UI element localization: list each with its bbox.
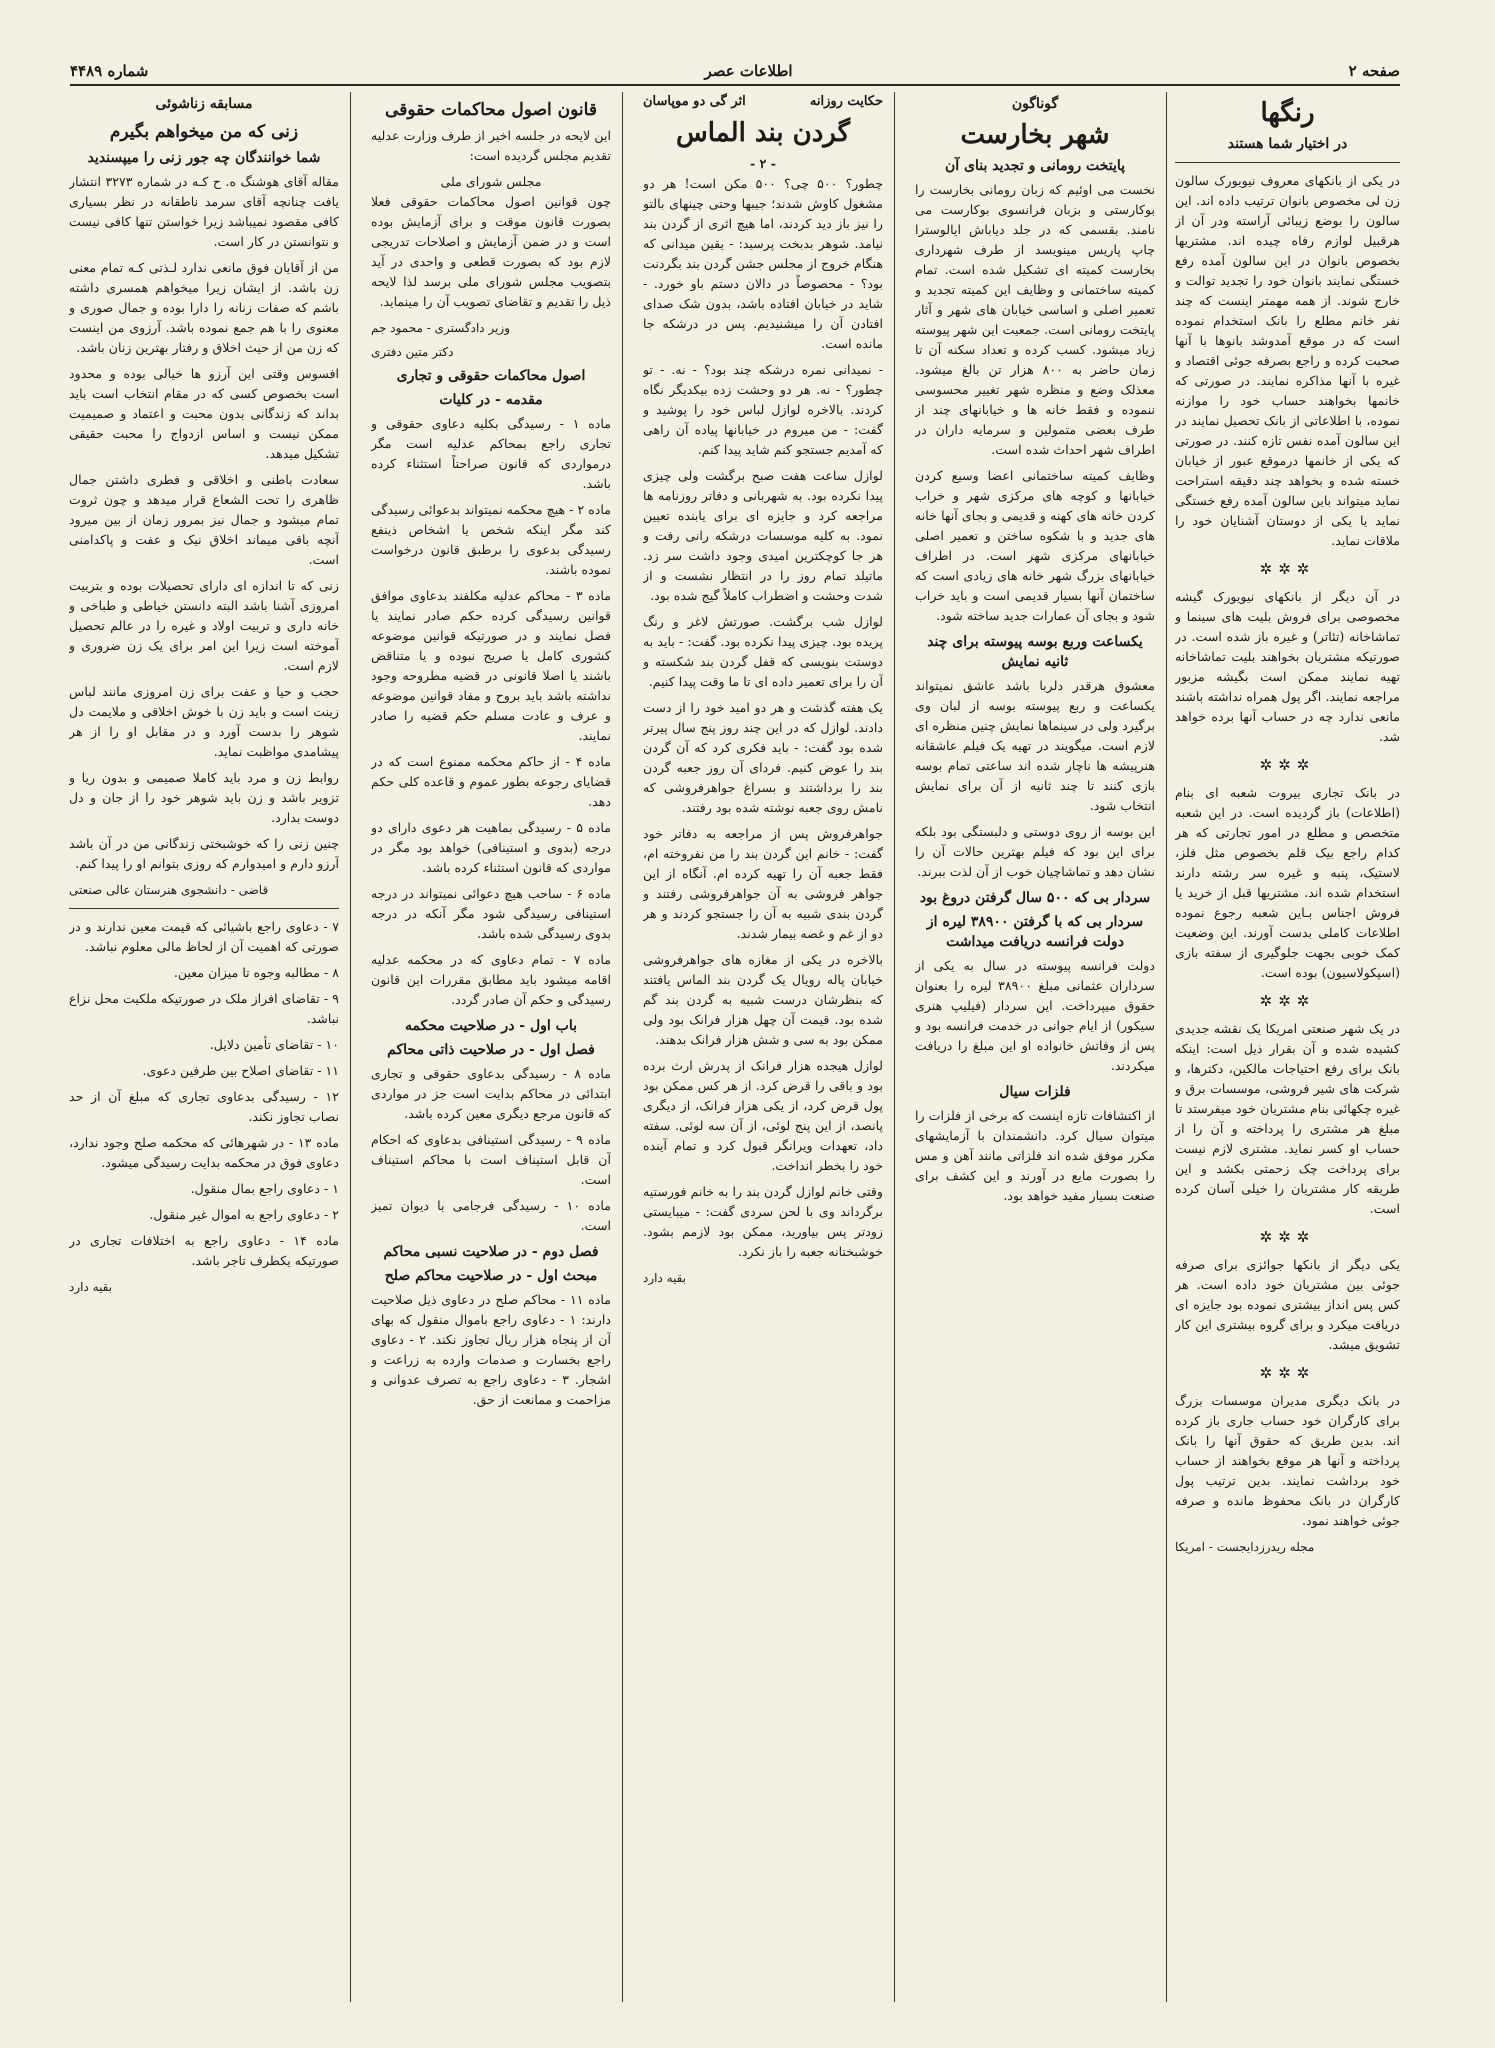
paragraph: چون قوانین اصول محاکمات حقوقی فعلا بصورت قانون موقت و برای آزمایش بوده است و در ضمن آزمایش و اصلاحات تدریجی لازم بود که بصورت قطعی و واحدی در آید بتصویب مجلس شورای ملی برسد لذا لایحه ذیل را تقدیم و تقاضای تصویب آن را مینماید. xyxy=(371,194,611,309)
article-clause: ۹ - تقاضای افراز ملک در صورتیکه ملکیت محل نزاع نباشد. xyxy=(69,991,339,1026)
column-necklace xyxy=(643,92,883,2002)
part-number: - ۲ - xyxy=(749,156,776,171)
paragraph: لوازل هیجده هزار فرانک از پدرش ارث برده بود و باقی را قرض کرد. از هر کس ممکن بود پول قرض کرد، از یکی هزار فرانک، از دیگری پانصد، از این پنج لوئی، از آن سه لوئی. سفته داد، تعهدات ویرانگر قبول کرد و تمام آینده خود را بخطر انداخت. xyxy=(643,1058,883,1173)
column-bucharest xyxy=(915,92,1155,2002)
article-clause: ۷ - دعاوی راجع باشیائی که قیمت معین ندارند و در صورتی که اهمیت آن از لحاظ مالی معلوم نباشد. xyxy=(69,919,339,954)
article-clause: ماده ۷ - تمام دعاوی که در محکمه عدلیه اقامه میشود باید مطابق مقررات این قانون رسیدگی و حکم آن صادر گردد. xyxy=(371,952,611,1007)
paragraph: چطور؟ ۵۰۰ چی؟ ۵۰۰ مکن است! هر دو مشغول کاوش شدند؛ جیبها وحتی چینهای بالتو را نیز باز دید کردند، اما هیچ اثری از گردن بند نیامد. شوهر بدبخت پرسید: - یقین میدانی که هنگام خروج از مجلس جشن گردن بند بگردنت بود؟ - محصوصاً در دالان دستم باو خورد. - شاید در خیابان افتاده باشد، بدون شک صدای افتادن آن را میشنیدیم. پس در درشکه جا مانده است. xyxy=(643,176,883,351)
paragraph: من از آقایان فوق مانعی ندارد لـذتی کـه تمام معنی زن باشد. از ایشان زیرا میخواهم همسری داشته باشم که صفات زنانه را دارا بوده و جمال صوری و معنوی را با هم جمع نموده باشد. آرزوی من اینست که زن من از حیث اخلاق و رفتار بهترین زنان باشد. xyxy=(69,260,339,355)
column-rule xyxy=(1166,92,1167,2002)
paragraph: بالاخره در یکی از مغازه های جواهرفروشی خیابان پاله رویال یک گردن بند الماس یافتند که بنظرشان درست شبیه به گردن بند گم شده بود. قیمت آن چهل هزار فرانک بود ولی ممکن بود به سی و شش هزار فرانک بدهند. xyxy=(643,952,883,1047)
section-heading: فلزات سیال xyxy=(999,1084,1071,1100)
paragraph: از اکتشافات تازه اینست که برخی از فلزات را میتوان سیال کرد. دانشمندان با آزمایشهای مکرر موفق شده اند فلزاتی مانند آهن و مس را بصورت مایع در آورند و این کشف برای صنعت بسیار مفید خواهد بود. xyxy=(915,1108,1155,1203)
paragraph: در بانک دیگری مدیران موسسات بزرگ برای کارگران خود حساب جاری باز کرده اند. بدین طریق که حقوق آنها را بانک پرداخته و آنها هر موقع بخواهند از حساب خود برداشت نمایند. بدین ترتیب پول کارگران در بانک محفوظ مانده و صرفه جوئی خواهند نمود. xyxy=(1175,1393,1400,1528)
article-title: زنی که من میخواهم بگیرم xyxy=(109,122,299,142)
article-clause: ۱۱ - تقاضای اصلاح بین طرفین دعوی. xyxy=(142,1063,339,1078)
paragraph: وقتی خانم لوازل گردن بند را به خانم فورستیه برگرداند وی با لحن سردی گفت: - میبایستی زودتر پس بیاورید، ممکن بود لازمم بشود. خوشبختانه جعبه را باز نکرد. xyxy=(643,1184,883,1259)
paragraph: سعادت باطنی و اخلاقی و فطری داشتن جمال ظاهری را تحت الشعاع قرار میدهد و چون ثروت تمام میشود و جمال نیز بمرور زمان از بین میرود آنچه باقی میماند اخلاق نیک و عفت و پاکدامنی است. xyxy=(69,472,339,567)
separator-ornament: ✲✲✲ xyxy=(1259,756,1316,774)
column-rule xyxy=(622,92,623,2002)
article-clause: ۱ - دعاوی راجع بمال منقول. xyxy=(190,1181,339,1196)
paragraph: معشوق هرقدر دلربا باشد عاشق نمیتواند یکساعت و ربع پیوسته بوسه از لبان وی برگیرد ولی در سینماها نمایش چنین منظره ای لازم است. میگویند در تهیه یک فیلم عاشقانه هنرپیشه ها ناچار شده اند ساعتی تمام بوسه بازی کنند تا چند ثانیه از آن برای نمایش انتخاب شود. xyxy=(915,678,1155,813)
section-heading: مبحث اول - در صلاحیت محاکم صلح xyxy=(384,1268,598,1284)
article-clause: ماده ۱۳ - در شهرهائی که محکمه صلح وجود ندارد، دعاوی فوق در محکمه بدایت رسیدگی میشود. xyxy=(69,1135,339,1170)
paragraph: این بوسه از روی دوستی و دلبستگی بود بلکه برای این بود که فیلم بهترین حالات آن را نشان دهد و تماشاچیان خوب از آن لذت ببرند. xyxy=(915,824,1155,879)
article-clause: ۱۰ - تقاضای تأمین دلایل. xyxy=(209,1037,339,1052)
section-heading: باب اول - در صلاحیت محکمه xyxy=(404,1018,578,1034)
page-number: صفحه ۲ xyxy=(1348,62,1400,80)
box-subheading: سردار بی که با گرفتن ۳۸۹۰۰ لیره از دولت فرانسه دریافت میداشت xyxy=(926,914,1144,950)
signature: قاضی - دانشجوی هنرستان عالی صنعتی xyxy=(69,883,269,897)
article-subtitle: در اختیار شما هستند xyxy=(1227,136,1348,152)
section-heading: اصول محاکمات حقوقی و تجاری xyxy=(396,368,586,384)
paragraph: یکی دیگر از بانکها جوائزی برای صرفه جوئی بین مشتریان خود داده است. هر کس پس انداز بیشتری نموده بود جایزه ای دریافت میکرد و برای گروه بیشتری این کار تشویق میشد. xyxy=(1175,1257,1400,1352)
masthead xyxy=(70,58,1400,86)
article-title: رنگها xyxy=(1260,98,1315,128)
column-marriage xyxy=(69,92,339,2002)
column-law xyxy=(371,92,611,2002)
paragraph: حجب و حیا و عفت برای زن امروزی مانند لباس زینت است و باید زن با خوش اخلاقی و ملایمت دل شوهر را بدست آورد و در مقابل او را از هر پیشامدی مواظبت نماید. xyxy=(69,684,339,759)
source-credit: مجله ریدرزدایجست - امریکا xyxy=(1175,1540,1315,1554)
paragraph: این لایحه در جلسه اخیر از طرف وزارت عدلیه تقدیم مجلس گردیده است: xyxy=(371,128,611,163)
paragraph: لوازل شب برگشت. صورتش لاغر و رنگ پریده بود. چیزی پیدا نکرده بود. گفت: - باید به دوستت بنویسی که قفل گردن بند شکسته و آن را برای تعمیر داده ای تا ما وقت پیدا کنیم. xyxy=(643,614,883,689)
paragraph: زنی که تا اندازه ای دارای تحصیلات بوده و بتربیت امروزی آشنا باشد البته دانستن خیاطی و طباخی و خانه داری و تربیت اولاد و غیره را در عالم تحصیل آموخته است زیرا این امر برای یک زن ضروری و لازم است. xyxy=(69,578,339,673)
article-clause: ماده ۹ - رسیدگی استینافی بدعاوی که احکام آن قابل استیناف است با محاکم استیناف است. xyxy=(371,1132,611,1187)
article-clause: ماده ۵ - رسیدگی بماهیت هر دعوی دارای دو درجه (بدوی و استینافی) خواهد بود مگر در مواردی که قانون استثناء کرده باشد. xyxy=(371,820,611,875)
paragraph: در بانک تجاری بیروت شعبه ای بنام (اطلاعات) باز گردیده است. در این شعبه متخصص و مطلع در امور تجارتی که هر کدام راجع بیک قلم بخصوص مثل فلز، لاستیک، پنبه و غیره سر رشته دارند استخدام شده اند. مشتریها قبل از خرید یا فروش اجناس بـاین شعبه رجوع نموده اطلاعات کاملی بدست آورند. این وضعیت کمک خوبی بجهت جلوگیری از سفته بازی (اسپکولاسیون) بوده است. xyxy=(1175,785,1400,980)
continued-note: بقیه دارد xyxy=(69,1280,113,1294)
paragraph: مقاله آقای هوشنگ ه. ح کـه در شماره ۳۲۷۳ انتشار یافت چنانچه آقای سرمد ناطقانه در نظر بسیاری کافی مقصود نمیباشد زیرا خواستن تنها کافی نیست و نتوانستن در کار است. xyxy=(69,174,339,249)
section-heading: فصل اول - در صلاحیت ذاتی محاکم xyxy=(387,1042,595,1058)
section-heading: فصل دوم - در صلاحیت نسبی محاکم xyxy=(383,1244,599,1260)
signature: دکتر متین دفتری xyxy=(371,345,454,359)
box-heading: سردار بی که ۵۰۰ سال گرفتن دروغ بود xyxy=(919,890,1151,906)
box-heading: یکساعت وربع بوسه پیوسته برای چند ثانیه نمایش xyxy=(927,634,1143,670)
article-subtitle: پایتخت رومانی و تجدید بنای آن xyxy=(944,158,1126,174)
article-clause: ۱۲ - رسیدگی بدعاوی تجاری که مبلغ آن از حد نصاب تجاوز نکند. xyxy=(69,1089,339,1124)
article-title: قانون اصول محاکمات حقوقی xyxy=(385,100,597,120)
article-clause: ماده ۶ - ساحب هیچ دعوائی نمیتواند در درجه استینافی رسیدگی شود مگر آنکه در درجه بدوی رسیدگی شده باشد. xyxy=(371,886,611,941)
article-title: گردن بند الماس xyxy=(675,118,851,148)
article-clause: ماده ۱ - رسیدگی بکلیه دعاوی حقوقی و تجاری راجع بمحاکم عدلیه است مگر درمواردی که قانون صراحتاً استثناء کرده باشد. xyxy=(371,416,611,491)
article-clause: ماده ۱۱ - محاکم صلح در دعاوی ذیل صلاحیت دارند: ۱ - دعاوی راجع باموال منقول که بهای آن از پنجاه هزار ریال تجاوز نکند. ۲ - دعاوی راجع بخسارت و صدمات وارده به زراعت و اشجار. ۳ - دعاوی راجع به تصرف عدوانی و مزاحمت و ممانعت از حق. xyxy=(371,1292,611,1407)
paragraph: چنین زنی را که خوشبختی زندگانی من در آن باشد آرزو دارم و امیدوارم که روزی بتوانم او را پیدا کنم. xyxy=(69,836,339,871)
article-clause: ۸ - مطالبه وجوه تا میزان معین. xyxy=(173,965,339,980)
column-rule xyxy=(350,92,351,2002)
author-credit: اثر گی دو موپاسان xyxy=(643,94,746,109)
paragraph: وظایف کمیته ساختمانی اعضا وسیع کردن خیابانها و کوچه های مرکزی شهر و خراب کردن خانه های کهنه و قدیمی و بجای آنها خانه های جدید و با شکوه ساختن و تعمیر اصلی خیابانهای مرکزی شهر است. در اطراف خیابانهای بزرگ شهر خانه های زیادی است که ساختمان آنها بسیار قدیمی است و باید خراب شود و بجای آن عمارات جدید ساخته شود. xyxy=(915,468,1155,623)
paragraph: روابط زن و مرد باید کاملا صمیمی و بدون ریا و تزویر باشد و زن باید شوهر خود را از جان و دل دوست بدارد. xyxy=(69,770,339,825)
separator-ornament: ✲✲✲ xyxy=(1259,1364,1316,1382)
column-rangha xyxy=(1175,92,1400,2002)
article-clause: ۲ - دعاوی راجع به اموال غیر منقول. xyxy=(149,1207,339,1222)
section-label: حکایت روزانه xyxy=(809,94,883,109)
continued-note: بقیه دارد xyxy=(643,1271,687,1285)
divider xyxy=(69,908,339,909)
separator-ornament: ✲✲✲ xyxy=(1259,1228,1316,1246)
separator-ornament: ✲✲✲ xyxy=(1259,560,1316,578)
divider xyxy=(1175,162,1400,163)
paragraph: نخست می اوئیم که زبان رومانی بخارست را بوکارستی و بزبان فرانسوی بوکارست می نامند. بقسمی که در جلد دیاباش ایالوسترا چاپ پاریس مینویسد از طرف شهرداری بخارست کمیته ای تشکیل شده است. تمام کمیته ساختمانی و وظایف این کمیته تجدید و تعمیر اصلی و اساسی خیابان های شهر و آثار پایتخت رومانی است. جمعیت این شهر پیوسته زیاد میشود. کسب کرده و تعداد سکنه آن تا زمان حاضر به ۸۰۰ هزار تن بالغ میشود. معذلک وضع و منظره شهر تغییر محسوسی ننموده و فقط خانه ها و خیابانهای چند از طرف بعضی متمولین و سرمایه داران در اطراف شهر احداث شده است. xyxy=(915,182,1155,457)
paragraph: یک هفته گذشت و هر دو امید خود را از دست دادند. لوازل که در این چند روز پنج سال پیرتر شده بود گفت: - باید فکری کرد که آن گردن بند را عوض کنیم. فردای آن روز جعبه گردن بند را برداشتند و بسراغ جواهرفروشی که نامش روی جعبه نوشته شده بود رفتند. xyxy=(643,700,883,815)
issue-number: شماره ۴۴۸۹ xyxy=(70,62,149,80)
paragraph: دولت فرانسه پیوسته در سال به یکی از سرداران عثمانی مبلغ ۳۸۹۰۰ لیره را بعنوان حقوق میپرداخت. این سردار (فیلیپ هنری سیکور) از ایام جوانی در خدمت فرانسه بود و پس از وفاتش خانواده او این مبلغ را دریافت میکردند. xyxy=(915,958,1155,1073)
paragraph: لوازل ساعت هفت صبح برگشت ولی چیزی پیدا نکرده بود. به شهربانی و دفاتر روزنامه ها مراجعه کرد و جایزه ای برای یابنده تعیین نمود. به کلیه موسسات درشکه رانی رفت و هر جا کوچکترین امیدی وجود داشت سر زد. ماتیلد تمام روز را در انتظار نشست و از شدت وحشت و اضطراب کاملاً گیج شده بود. xyxy=(643,468,883,603)
section-label: گوناگون xyxy=(1011,96,1059,112)
paragraph: جواهرفروش پس از مراجعه به دفاتر خود گفت: - خانم این گردن بند را من نفروخته ام، فقط جعبه آن را تهیه کرده ام. آنگاه از این جواهر فروشی به آن جواهرفروشی رفتند و گردن بندی شبیه به آن را جستجو کردند و هر دو از غم و غصه بیمار شدند. xyxy=(643,826,883,941)
article-clause: ماده ۸ - رسیدگی بدعاوی حقوقی و تجاری ابتدائی در محاکم بدایت است جز در مواردی که قانون مرجع دیگری معین کرده باشد. xyxy=(371,1066,611,1121)
story-header xyxy=(643,92,883,112)
article-clause: ماده ۱۴ - دعاوی راجع به اختلافات تجاری در صورتیکه یکطرف تاجر باشد. xyxy=(69,1233,339,1268)
minister-name: وزیر دادگستری - محمود جم xyxy=(371,321,510,335)
paragraph: افسوس وقتی این آرزو ها خیالی بوده و محدود است بخصوص کسی که در مقام انتخاب است باید بداند که زندگانی بدون محبت و اعتماد و صمیمیت ممکن نیست و اساس ازدواج را محبت حقیقی تشکیل میدهد. xyxy=(69,366,339,461)
column-rule xyxy=(894,92,895,2002)
article-clause: ماده ۳ - محاکم عدلیه مکلفند بدعاوی موافق قوانین رسیدگی کرده حکم صادر نمایند یا فصل نمایند و در صورتیکه قوانین موضوعه کشوری کامل یا صریح نبوده و یا متناقض باشند یا اصلا قانونی در قضیه مطروحه وجود نداشته باشد باید بروح و مفاد قوانین موضوعه و عرف و عادت مسلم حکم قضیه را صادر نمایند. xyxy=(371,588,611,743)
addressee: مجلس شورای ملی xyxy=(440,174,542,189)
article-subtitle: شما خوانندگان چه جور زنی را میپسندید xyxy=(87,150,321,166)
paragraph: در یکی از بانکهای معروف نیویورک سالون زن لی مخصوص بانوان ترتیب داده اند. این سالون را بوضع زیبائی آراسته ودر آن از هرقبیل لوازم رفاه چیده اند. مشتریها بخصوص بانوان در این سالون آمده رفع خستگی نمایند بانوان خود را تجدید توالت و خارج شوند. از همه مهمتر اینست که چند نفر خانم مطلع را بانک استخدام نموده است که در موقع آمدوشد بانوها با آنها صحبت کرده و راجع بصرفه جوئی اقتصاد و غیره با آنها مذاکره نمایند. در صورتی که خانمها بخواهند حساب خود را موازنه نموده، با اطلاعاتی از بانک تحصیل نمایند در این سالون آمده نفس تازه کنند. در صورتی که یکی از خانمها درموقع عبور از خیابان خسته شده و بخواهد چند دقیقه استراحت نماید میتواند باین سالون آمده رفع خستگی نماید یا یکی از دوستان آشنایان خود را ملاقات نماید. xyxy=(1175,173,1400,548)
paragraph: در یک شهر صنعتی امریکا یک نقشه جدیدی کشیده شده و آن بقرار ذیل است: اینکه بانک برای رفع احتیاجات مالکین، دکترها، و شرکت های شیر فروشی، موسسات برق و غیره چکهائی بنام مشتریان خود میفرستد تا مبلغ هر مشتری را پرداخته و آن را از حساب او کسر نماید. مشتری لازم نیست برای پرداخت چک زحمتی بکشد و این طریقه کار مشتریان را خیلی آسان کرده است. xyxy=(1175,1021,1400,1216)
article-clause: ماده ۴ - از حاکم محکمه ممنوع است که در قضایای رجوعه بطور عموم و قاعده کلی حکم دهد. xyxy=(371,754,611,809)
section-label: مسابقه زناشوئی xyxy=(155,96,253,112)
article-clause: ماده ۲ - هیچ محکمه نمیتواند بدعوائی رسیدگی کند مگر اینکه شخص یا اشخاص ذینفع رسیدگی بدعوی را برطبق قانون درخواست نموده باشند. xyxy=(371,502,611,577)
paragraph: در آن دیگر از بانکهای نیویورک گیشه مخصوصی برای فروش بلیت های سینما و تماشاخانه (تئاتر) و غیره باز شده است. در صورتیکه مشتریان بخواهند بلیت تماشاخانه تهیه نمایند ممکن است بگیشه مزبور مراجعه نمایند. اگر پول همراه نداشته باشند مانعی ندارد چه در حساب آنها برده خواهد شد. xyxy=(1175,589,1400,744)
paper-name: اطلاعات عصر xyxy=(704,62,793,80)
article-title: شهر بخارست xyxy=(960,120,1110,150)
article-clause: ماده ۱۰ - رسیدگی فرجامی با دیوان تمیز است. xyxy=(371,1198,611,1233)
paragraph: - نمیدانی نمره درشکه چند بود؟ - نه. - تو چطور؟ - نه. هر دو وحشت زده بیکدیگر نگاه کردند. بالاخره لوازل لباس خود را پوشید و گفت: - من میروم در خیابانها پیاده آن راهی که آمدیم جستجو کنم شاید پیدا کنم. xyxy=(643,362,883,457)
separator-ornament: ✲✲✲ xyxy=(1259,992,1316,1010)
section-heading: مقدمه - در کلیات xyxy=(439,392,543,408)
